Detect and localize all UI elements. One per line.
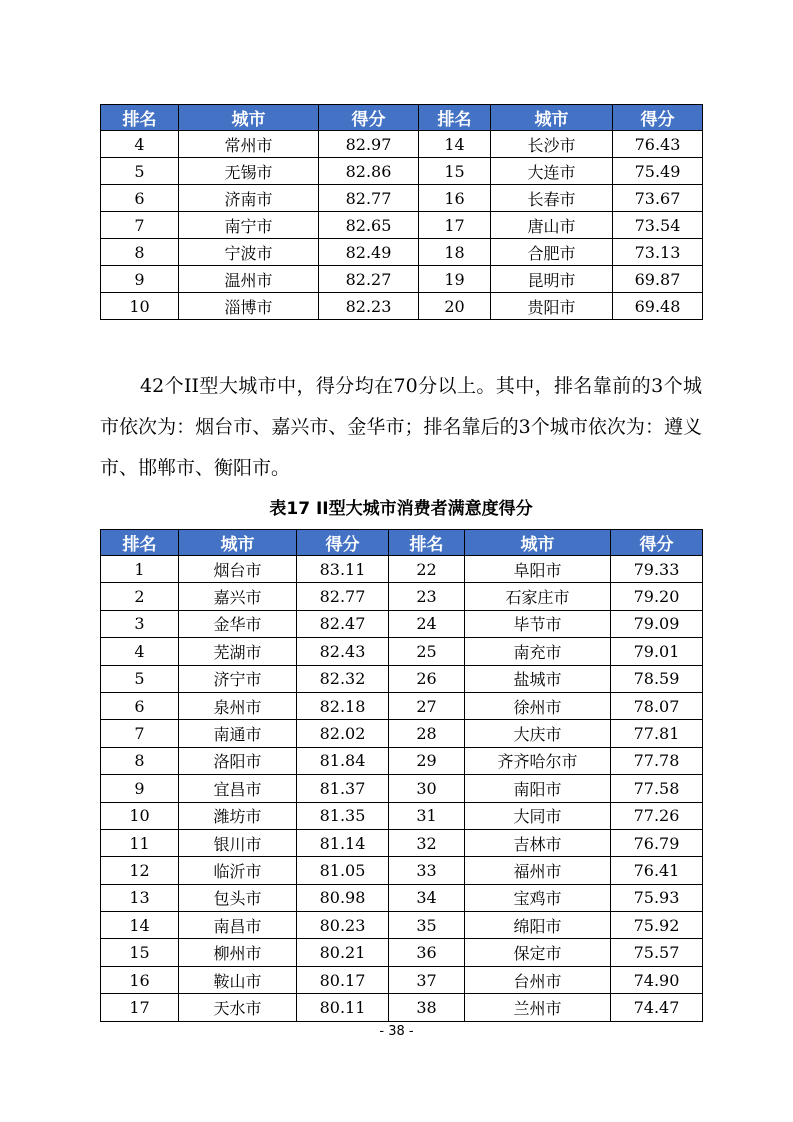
- table-cell: 79.20: [611, 583, 703, 610]
- table-cell: 南阳市: [465, 775, 611, 802]
- table-row: [101, 266, 703, 293]
- table-cell: 洛阳市: [179, 747, 297, 774]
- table-cell: 81.14: [297, 829, 389, 856]
- table-cell: 75.57: [611, 939, 703, 966]
- table-cell: 兰州市: [465, 994, 611, 1021]
- table-cell: 南充市: [465, 638, 611, 665]
- table-cell: 18: [419, 239, 491, 266]
- table-cell: 81.37: [297, 775, 389, 802]
- table-caption: 表17 II型大城市消费者满意度得分: [269, 499, 533, 519]
- table-cell: 10: [101, 293, 179, 320]
- table-row: [101, 239, 703, 266]
- table-cell: 82.27: [319, 266, 419, 293]
- table-cell: 81.05: [297, 857, 389, 884]
- table-cell: 77.26: [611, 802, 703, 829]
- table-cell: 77.81: [611, 720, 703, 747]
- table-cell: 23: [389, 583, 465, 610]
- table-row: [101, 829, 703, 856]
- table-cell: 7: [101, 212, 179, 239]
- table-cell: 1: [101, 556, 179, 583]
- table-cell: 吉林市: [465, 829, 611, 856]
- table-cell: 盐城市: [465, 665, 611, 692]
- table-cell: 25: [389, 638, 465, 665]
- table-cell: 82.77: [297, 583, 389, 610]
- column-header: 城市: [179, 105, 319, 131]
- table-cell: 78.59: [611, 665, 703, 692]
- table-cell: 36: [389, 939, 465, 966]
- summary-paragraph: [100, 366, 702, 489]
- table-cell: 9: [101, 266, 179, 293]
- table-cell: 73.67: [613, 185, 703, 212]
- table-cell: 无锡市: [179, 158, 319, 185]
- table-cell: 32: [389, 829, 465, 856]
- table-row: [101, 692, 703, 719]
- table-row: [101, 939, 703, 966]
- table-cell: 3: [101, 610, 179, 637]
- table-cell: 包头市: [179, 884, 297, 911]
- table-cell: 75.92: [611, 912, 703, 939]
- table-cell: 82.18: [297, 692, 389, 719]
- table-cell: 82.23: [319, 293, 419, 320]
- table-cell: 温州市: [179, 266, 319, 293]
- table-cell: 77.58: [611, 775, 703, 802]
- table-cell: 74.47: [611, 994, 703, 1021]
- table-cell: 4: [101, 638, 179, 665]
- table-cell: 鞍山市: [179, 966, 297, 993]
- table-cell: 79.01: [611, 638, 703, 665]
- table-row: [101, 884, 703, 911]
- table-cell: 8: [101, 747, 179, 774]
- table-cell: 73.13: [613, 239, 703, 266]
- table-cell: 长沙市: [491, 131, 613, 158]
- table-cell: 4: [101, 131, 179, 158]
- table-cell: 82.77: [319, 185, 419, 212]
- column-header: 得分: [611, 530, 703, 556]
- table-cell: 长春市: [491, 185, 613, 212]
- table-cell: 80.21: [297, 939, 389, 966]
- table-cell: 80.98: [297, 884, 389, 911]
- table-cell: 南昌市: [179, 912, 297, 939]
- table-cell: 合肥市: [491, 239, 613, 266]
- table-cell: 38: [389, 994, 465, 1021]
- table-row: [101, 583, 703, 610]
- table-header-row: [101, 105, 703, 131]
- table-cell: 济宁市: [179, 665, 297, 692]
- table-cell: 69.87: [613, 266, 703, 293]
- table-cell: 27: [389, 692, 465, 719]
- table-row: [101, 912, 703, 939]
- table-cell: 柳州市: [179, 939, 297, 966]
- table-cell: 大庆市: [465, 720, 611, 747]
- table-cell: 75.93: [611, 884, 703, 911]
- table-cell: 15: [419, 158, 491, 185]
- table-row: [101, 131, 703, 158]
- table-cell: 16: [101, 966, 179, 993]
- table-row: [101, 747, 703, 774]
- table-cell: 烟台市: [179, 556, 297, 583]
- ranking-table-top: [100, 104, 703, 320]
- table-row: [101, 775, 703, 802]
- table-cell: 79.33: [611, 556, 703, 583]
- table-cell: 29: [389, 747, 465, 774]
- table-cell: 毕节市: [465, 610, 611, 637]
- ranking-table-main: [100, 529, 703, 1022]
- table-cell: 19: [419, 266, 491, 293]
- table-cell: 80.23: [297, 912, 389, 939]
- column-header: 城市: [179, 530, 297, 556]
- table-cell: 82.43: [297, 638, 389, 665]
- column-header: 排名: [389, 530, 465, 556]
- table-cell: 76.41: [611, 857, 703, 884]
- table-cell: 17: [419, 212, 491, 239]
- table-cell: 徐州市: [465, 692, 611, 719]
- table-cell: 82.97: [319, 131, 419, 158]
- column-header: 得分: [613, 105, 703, 131]
- table-cell: 73.54: [613, 212, 703, 239]
- table-cell: 泉州市: [179, 692, 297, 719]
- table-cell: 潍坊市: [179, 802, 297, 829]
- table-cell: 2: [101, 583, 179, 610]
- column-header: 得分: [297, 530, 389, 556]
- table-cell: 6: [101, 692, 179, 719]
- table-row: [101, 293, 703, 320]
- column-header: 排名: [101, 530, 179, 556]
- table-cell: 南宁市: [179, 212, 319, 239]
- table-cell: 80.11: [297, 994, 389, 1021]
- table-cell: 绵阳市: [465, 912, 611, 939]
- table-cell: 常州市: [179, 131, 319, 158]
- table-cell: 7: [101, 720, 179, 747]
- table-cell: 14: [419, 131, 491, 158]
- table-cell: 银川市: [179, 829, 297, 856]
- table-row: [101, 610, 703, 637]
- table-cell: 30: [389, 775, 465, 802]
- table-cell: 20: [419, 293, 491, 320]
- table-cell: 大连市: [491, 158, 613, 185]
- table-cell: 26: [389, 665, 465, 692]
- table-cell: 嘉兴市: [179, 583, 297, 610]
- table-cell: 5: [101, 158, 179, 185]
- table-cell: 13: [101, 884, 179, 911]
- table-cell: 宁波市: [179, 239, 319, 266]
- table-cell: 济南市: [179, 185, 319, 212]
- table-row: [101, 212, 703, 239]
- table-cell: 6: [101, 185, 179, 212]
- table-cell: 12: [101, 857, 179, 884]
- table-cell: 83.11: [297, 556, 389, 583]
- table-cell: 10: [101, 802, 179, 829]
- table-cell: 金华市: [179, 610, 297, 637]
- table-cell: 8: [101, 239, 179, 266]
- table-cell: 宝鸡市: [465, 884, 611, 911]
- table-cell: 22: [389, 556, 465, 583]
- column-header: 城市: [465, 530, 611, 556]
- table-cell: 淄博市: [179, 293, 319, 320]
- table-row: [101, 638, 703, 665]
- table-cell: 81.84: [297, 747, 389, 774]
- table-cell: 77.78: [611, 747, 703, 774]
- table-cell: 14: [101, 912, 179, 939]
- table-cell: 石家庄市: [465, 583, 611, 610]
- table-cell: 82.02: [297, 720, 389, 747]
- table-cell: 31: [389, 802, 465, 829]
- table-cell: 34: [389, 884, 465, 911]
- table-cell: 11: [101, 829, 179, 856]
- page-number: - 38 -: [379, 1024, 414, 1039]
- table-cell: 宜昌市: [179, 775, 297, 802]
- column-header: 排名: [419, 105, 491, 131]
- table-cell: 5: [101, 665, 179, 692]
- table-cell: 16: [419, 185, 491, 212]
- column-header: 排名: [101, 105, 179, 131]
- table-cell: 临沂市: [179, 857, 297, 884]
- table-row: [101, 185, 703, 212]
- table-row: [101, 158, 703, 185]
- table-row: [101, 966, 703, 993]
- summary-text: 42个II型大城市中，得分均在70分以上。其中，排名靠前的3个城市依次为：烟台市、嘉兴市、金华市；排名靠后的3个城市依次为：遵义市、邯郸市、衡阳市。: [100, 375, 702, 479]
- table-row: [101, 720, 703, 747]
- table-cell: 17: [101, 994, 179, 1021]
- table-cell: 阜阳市: [465, 556, 611, 583]
- table-cell: 天水市: [179, 994, 297, 1021]
- table-cell: 80.17: [297, 966, 389, 993]
- table-row: [101, 556, 703, 583]
- table-cell: 贵阳市: [491, 293, 613, 320]
- table-cell: 81.35: [297, 802, 389, 829]
- table-cell: 24: [389, 610, 465, 637]
- table-cell: 69.48: [613, 293, 703, 320]
- table-cell: 82.49: [319, 239, 419, 266]
- table-header-row: [101, 530, 703, 556]
- table-cell: 76.43: [613, 131, 703, 158]
- table-cell: 33: [389, 857, 465, 884]
- table-cell: 台州市: [465, 966, 611, 993]
- table-cell: 唐山市: [491, 212, 613, 239]
- table-row: [101, 994, 703, 1021]
- table-cell: 37: [389, 966, 465, 993]
- table-cell: 75.49: [613, 158, 703, 185]
- table-cell: 南通市: [179, 720, 297, 747]
- table-cell: 82.47: [297, 610, 389, 637]
- table-row: [101, 665, 703, 692]
- table-cell: 大同市: [465, 802, 611, 829]
- table-cell: 保定市: [465, 939, 611, 966]
- table-cell: 79.09: [611, 610, 703, 637]
- table-cell: 28: [389, 720, 465, 747]
- table-cell: 齐齐哈尔市: [465, 747, 611, 774]
- table-cell: 9: [101, 775, 179, 802]
- column-header: 城市: [491, 105, 613, 131]
- table-cell: 78.07: [611, 692, 703, 719]
- column-header: 得分: [319, 105, 419, 131]
- table-cell: 82.65: [319, 212, 419, 239]
- table-cell: 福州市: [465, 857, 611, 884]
- table-cell: 昆明市: [491, 266, 613, 293]
- table-cell: 76.79: [611, 829, 703, 856]
- table-row: [101, 802, 703, 829]
- table-cell: 82.32: [297, 665, 389, 692]
- table-cell: 芜湖市: [179, 638, 297, 665]
- table-cell: 74.90: [611, 966, 703, 993]
- table-cell: 35: [389, 912, 465, 939]
- table-cell: 15: [101, 939, 179, 966]
- table-cell: 82.86: [319, 158, 419, 185]
- table-row: [101, 857, 703, 884]
